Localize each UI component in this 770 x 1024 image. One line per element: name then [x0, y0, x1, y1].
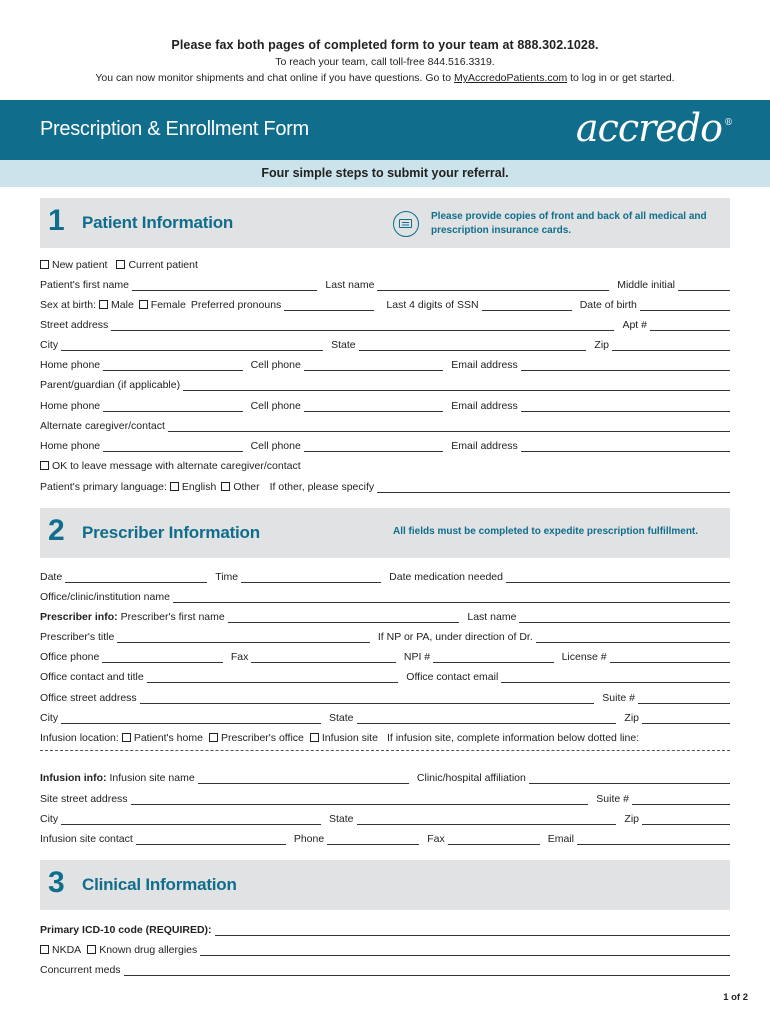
infusion-location-row: [40, 730, 730, 744]
prescriber-first-field[interactable]: [228, 613, 460, 623]
first-name-label: Patient's first name: [40, 279, 129, 291]
infusion-info-label: Infusion info:: [40, 772, 107, 784]
site-fax-label: Fax: [427, 833, 445, 845]
apt-label: Apt #: [622, 319, 647, 331]
site-state-field[interactable]: [357, 815, 617, 825]
city-row: [40, 337, 730, 351]
office-email-field[interactable]: [501, 673, 730, 683]
cell-phone-label: Cell phone: [250, 359, 301, 371]
current-patient-label: Current patient: [128, 259, 198, 271]
prescriber-info-label: Prescriber info:: [40, 611, 118, 623]
if-infusion-label: If infusion site, complete information below dotted line:: [386, 732, 640, 744]
infusion-site-option[interactable]: [310, 732, 378, 744]
meds-field[interactable]: [124, 966, 730, 976]
cell-phone-label: Cell phone: [250, 440, 301, 452]
office-phone-field[interactable]: [102, 653, 222, 663]
accredo-patients-link[interactable]: MyAccredoPatients.com: [453, 72, 568, 84]
patients-home-label: Patient's home: [133, 732, 203, 744]
office-phone-label: Office phone: [40, 651, 100, 663]
caregiver-home-phone-field[interactable]: [103, 442, 242, 452]
office-field[interactable]: [173, 593, 730, 603]
city-label: City: [40, 813, 59, 825]
icd-row: [40, 922, 730, 936]
caregiver-field[interactable]: [168, 422, 730, 432]
form-title: Prescription & Enrollment Form: [40, 118, 309, 140]
allergies-field[interactable]: [200, 946, 730, 956]
monitor-post: to log in or get started.: [567, 72, 675, 84]
office-email-label: Office contact email: [406, 671, 499, 683]
zip-label: Zip: [624, 813, 639, 825]
site-phone-label: Phone: [293, 833, 325, 845]
section-number: 2: [48, 514, 65, 547]
office-contact-field[interactable]: [147, 673, 399, 683]
infusion-location-label: Infusion location:: [40, 732, 119, 744]
city-label: City: [40, 339, 59, 351]
zip-label: Zip: [594, 339, 609, 351]
prescriber-title-label: Prescriber's title: [40, 631, 115, 643]
language-other-field[interactable]: [377, 483, 730, 493]
prescriber-first-label: Prescriber's first name: [120, 611, 225, 623]
dotted-divider: [40, 750, 730, 751]
site-contact-row: [40, 831, 730, 845]
office-street-field[interactable]: [140, 694, 595, 704]
office-phone-row: [40, 649, 730, 663]
page-number: 1 of 2: [723, 992, 748, 1003]
site-email-field[interactable]: [577, 835, 730, 845]
state-field[interactable]: [359, 341, 587, 351]
np-pa-label: If NP or PA, under direction of Dr.: [377, 631, 533, 643]
suite-field[interactable]: [638, 694, 730, 704]
prescribers-office-checkbox[interactable]: [209, 733, 218, 742]
section-2-header: [40, 508, 730, 558]
site-street-row: [40, 791, 730, 805]
logo-text: accredo: [575, 106, 722, 150]
guardian-label: Parent/guardian (if applicable): [40, 379, 181, 391]
state-label: State: [328, 712, 354, 724]
new-patient-checkbox[interactable]: [40, 260, 49, 269]
prescriber-title-row: [40, 629, 730, 643]
guardian-cell-phone-field[interactable]: [304, 402, 443, 412]
office-contact-row: [40, 669, 730, 683]
ok-message-option[interactable]: [40, 460, 301, 472]
icd-field[interactable]: [215, 926, 730, 936]
home-phone-label: Home phone: [40, 359, 101, 371]
last-name-label: Last name: [325, 279, 375, 291]
city-field[interactable]: [61, 341, 323, 351]
ok-message-row: [40, 458, 730, 472]
meds-row: [40, 962, 730, 976]
site-suite-label: Suite #: [596, 793, 629, 805]
zip-field[interactable]: [612, 341, 730, 351]
license-field[interactable]: [610, 653, 730, 663]
city-label: City: [40, 712, 59, 724]
section-number: 3: [48, 866, 65, 899]
guardian-phone-row: [40, 398, 730, 412]
icd-label: Primary ICD-10 code (REQUIRED):: [40, 924, 212, 936]
last-name-field[interactable]: [377, 281, 609, 291]
male-label: Male: [111, 299, 134, 311]
known-allergies-checkbox[interactable]: [87, 945, 96, 954]
sex-at-birth-label: Sex at birth:: [40, 299, 97, 311]
office-contact-label: Office contact and title: [40, 671, 144, 683]
female-label: Female: [150, 299, 186, 311]
email-label: Email address: [451, 440, 518, 452]
section-1-header: [40, 198, 730, 248]
date-label: Date: [40, 571, 63, 583]
prescriber-last-label: Last name: [467, 611, 517, 623]
section-1-note: Please provide copies of front and back of all medical and prescription insurance cards.: [431, 211, 707, 236]
pronouns-field[interactable]: [284, 301, 374, 311]
fax-label: Fax: [230, 651, 249, 663]
site-fax-field[interactable]: [448, 835, 540, 845]
nkda-checkbox[interactable]: [40, 945, 49, 954]
office-state-field[interactable]: [357, 714, 617, 724]
patients-home-option[interactable]: [122, 732, 203, 744]
male-checkbox[interactable]: [99, 300, 108, 309]
patient-type-row: [40, 257, 730, 271]
fax-instructions: [0, 0, 770, 84]
infusion-site-name-field[interactable]: [198, 774, 409, 784]
home-phone-label: Home phone: [40, 440, 101, 452]
monitor-pre: You can now monitor shipments and chat online if you have questions. Go to: [95, 72, 454, 84]
site-street-label: Site street address: [40, 793, 128, 805]
office-street-label: Office street address: [40, 692, 137, 704]
english-option[interactable]: [170, 481, 216, 493]
meds-label: Concurrent meds: [40, 964, 121, 976]
office-zip-field[interactable]: [642, 714, 730, 724]
office-row: [40, 589, 730, 603]
site-zip-field[interactable]: [642, 815, 730, 825]
office-city-field[interactable]: [61, 714, 321, 724]
np-pa-field[interactable]: [536, 633, 730, 643]
section-3-header: [40, 860, 730, 910]
site-city-field[interactable]: [61, 815, 321, 825]
section-title: Prescriber Information: [82, 523, 260, 542]
email-label: Email address: [451, 359, 518, 371]
email-label: Email address: [451, 400, 518, 412]
section-title: Patient Information: [82, 213, 234, 232]
caregiver-row: [40, 418, 730, 432]
npi-label: NPI #: [403, 651, 431, 663]
cell-phone-label: Cell phone: [250, 400, 301, 412]
date-row: [40, 569, 730, 583]
state-label: State: [331, 339, 356, 351]
ssn-label: Last 4 digits of SSN: [386, 299, 479, 311]
apt-field[interactable]: [650, 321, 730, 331]
monitor-line: [0, 72, 770, 84]
ssn-field[interactable]: [482, 301, 572, 311]
language-label: Patient's primary language:: [40, 481, 167, 493]
prescribers-office-option[interactable]: [209, 732, 304, 744]
site-suite-field[interactable]: [632, 795, 730, 805]
guardian-home-phone-field[interactable]: [103, 402, 242, 412]
cell-phone-field[interactable]: [304, 361, 443, 371]
date-needed-label: Date medication needed: [389, 571, 503, 583]
prescriber-title-field[interactable]: [117, 633, 370, 643]
time-label: Time: [215, 571, 239, 583]
form-banner: [0, 100, 770, 160]
insurance-card-icon: [393, 211, 419, 237]
other-option[interactable]: [221, 481, 259, 493]
guardian-row: [40, 377, 730, 391]
patient-name-row: [40, 277, 730, 291]
new-patient-option[interactable]: [40, 259, 107, 271]
section-title: Clinical Information: [82, 875, 237, 894]
site-phone-field[interactable]: [327, 835, 419, 845]
current-patient-option[interactable]: [116, 259, 197, 271]
email-field[interactable]: [521, 361, 730, 371]
male-option[interactable]: [99, 299, 134, 311]
nkda-option[interactable]: [40, 944, 81, 956]
home-phone-label: Home phone: [40, 400, 101, 412]
site-city-row: [40, 811, 730, 825]
ok-message-checkbox[interactable]: [40, 461, 49, 470]
dob-label: Date of birth: [579, 299, 637, 311]
site-contact-label: Infusion site contact: [40, 833, 133, 845]
allergies-row: [40, 942, 730, 956]
english-checkbox[interactable]: [170, 482, 179, 491]
patient-phone-row: [40, 357, 730, 371]
site-email-label: Email: [547, 833, 574, 845]
current-patient-checkbox[interactable]: [116, 260, 125, 269]
section-number: 1: [48, 204, 65, 237]
patients-home-checkbox[interactable]: [122, 733, 131, 742]
clinic-affiliation-label: Clinic/hospital affiliation: [416, 772, 526, 784]
prescriber-last-field[interactable]: [519, 613, 730, 623]
registered-mark: ®: [724, 118, 732, 128]
pronouns-label: Preferred pronouns: [190, 299, 282, 311]
caregiver-label: Alternate caregiver/contact: [40, 420, 165, 432]
date-needed-field[interactable]: [506, 573, 730, 583]
if-other-label: If other, please specify: [269, 481, 375, 493]
nkda-label: NKDA: [52, 944, 82, 956]
prescribers-office-label: Prescriber's office: [220, 732, 304, 744]
first-name-field[interactable]: [132, 281, 317, 291]
ok-message-label: OK to leave message with alternate caregiver/contact: [52, 460, 301, 472]
accredo-logo: [576, 106, 730, 150]
license-label: License #: [561, 651, 607, 663]
new-patient-label: New patient: [52, 259, 108, 271]
other-label: Other: [233, 481, 260, 493]
caregiver-email-field[interactable]: [521, 442, 730, 452]
infusion-info-row: [40, 770, 730, 784]
infusion-site-checkbox[interactable]: [310, 733, 319, 742]
sex-row: [40, 297, 730, 311]
caregiver-phone-row: [40, 438, 730, 452]
dob-field[interactable]: [640, 301, 730, 311]
phone-line: To reach your team, call toll-free 844.516.3319.: [275, 56, 495, 68]
middle-initial-field[interactable]: [678, 281, 730, 291]
infusion-site-label: Infusion site: [321, 732, 378, 744]
npi-field[interactable]: [433, 653, 553, 663]
known-allergies-label: Known drug allergies: [99, 944, 198, 956]
street-row: [40, 317, 730, 331]
fax-field[interactable]: [251, 653, 396, 663]
office-label: Office/clinic/institution name: [40, 591, 170, 603]
steps-subtitle: Four simple steps to submit your referral.: [0, 160, 770, 187]
prescriber-name-row: [40, 609, 730, 623]
guardian-field[interactable]: [183, 381, 730, 391]
street-label: Street address: [40, 319, 109, 331]
guardian-email-field[interactable]: [521, 402, 730, 412]
section-2-note: All fields must be completed to expedite prescription fulfillment.: [393, 526, 699, 537]
female-option[interactable]: [139, 299, 186, 311]
state-label: State: [328, 813, 354, 825]
home-phone-field[interactable]: [103, 361, 242, 371]
middle-initial-label: Middle initial: [617, 279, 675, 291]
site-contact-field[interactable]: [136, 835, 286, 845]
known-allergies-option[interactable]: [87, 944, 197, 956]
street-field[interactable]: [111, 321, 614, 331]
fax-line: Please fax both pages of completed form to your team at 888.302.1028.: [171, 38, 599, 52]
language-row: [40, 479, 730, 493]
caregiver-cell-phone-field[interactable]: [304, 442, 443, 452]
date-field[interactable]: [65, 573, 207, 583]
other-checkbox[interactable]: [221, 482, 230, 491]
infusion-site-name-label: Infusion site name: [109, 772, 195, 784]
time-field[interactable]: [241, 573, 381, 583]
office-city-row: [40, 710, 730, 724]
site-street-field[interactable]: [131, 795, 589, 805]
office-street-row: [40, 690, 730, 704]
suite-label: Suite #: [602, 692, 635, 704]
female-checkbox[interactable]: [139, 300, 148, 309]
english-label: English: [181, 481, 217, 493]
zip-label: Zip: [624, 712, 639, 724]
clinic-affiliation-field[interactable]: [529, 774, 730, 784]
